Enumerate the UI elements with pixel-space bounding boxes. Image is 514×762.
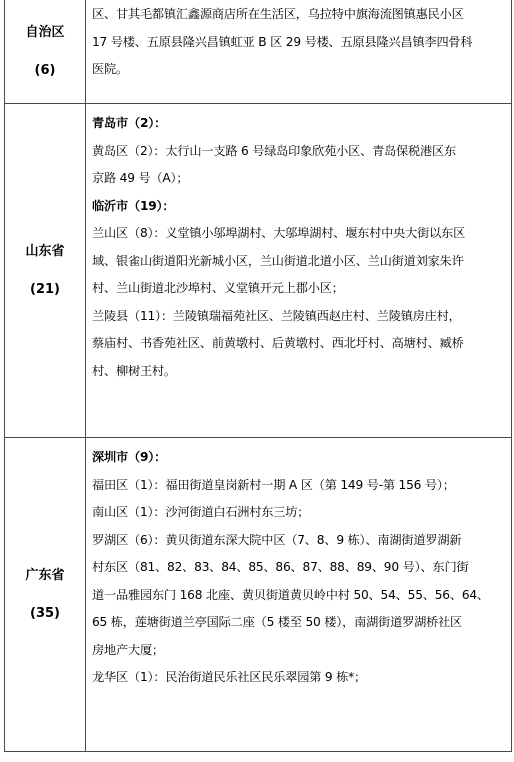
detail-line: 兰山区（8）：义堂镇小邬埠湖村、大邬埠湖村、堰东村中央大街以东区 <box>92 226 466 240</box>
detail-line: 村东区（81、82、83、84、85、86、87、88、89、90 号）、东门街 <box>92 560 469 574</box>
detail-line: 南山区（1）：沙河街道白石洲村东三坊； <box>92 505 310 519</box>
table-row <box>5 438 511 752</box>
city-heading: 临沂市（19）： <box>92 198 175 213</box>
detail-line: 黄岛区（2）：太行山一支路 6 号绿岛印象欣苑小区、青岛保税港区东 <box>92 143 456 158</box>
detail-line: 村、兰山街道北沙埠村、义堂镇开元上郡小区； <box>92 281 344 295</box>
region-cell <box>5 104 86 437</box>
table-row <box>5 104 511 438</box>
detail-line: 医院。 <box>92 62 128 76</box>
region-name: 自治区 <box>25 24 65 40</box>
region-cell <box>5 438 86 751</box>
detail-line: 域、银雀山街道阳光新城小区，兰山街道北道小区、兰山街道刘家朱许 <box>92 253 464 268</box>
detail-cell <box>86 0 511 103</box>
detail-line: 区、甘其毛都镇汇鑫源商店所在生活区，乌拉特中旗海流图镇惠民小区 <box>92 7 464 21</box>
detail-line: 蔡庙村、书香苑社区、前黄墩村、后黄墩村、西北圩村、高塘村、臧桥 <box>92 336 464 350</box>
region-cell <box>5 0 86 103</box>
detail-line: 17 号楼、五原县隆兴昌镇虹亚 B 区 29 号楼、五原县隆兴昌镇李四骨科 <box>92 34 473 49</box>
detail-cell <box>86 438 511 751</box>
detail-line: 罗湖区（6）：黄贝街道东深大院中区（7、8、9 栋）、南湖街道罗湖新 <box>92 532 462 547</box>
detail-line: 65 栋，莲塘街道兰亭国际二座（5 楼至 50 楼），南湖街道罗湖桥社区 <box>92 615 463 629</box>
detail-line: 道一品雅园东门 168 北座、黄贝街道黄贝岭中村 50、54、55、56、64、 <box>92 587 489 602</box>
detail-line: 村、柳树王村。 <box>92 363 176 378</box>
detail-line: 龙华区（1）：民治街道民乐社区民乐翠园第 9 栋*； <box>92 670 366 684</box>
detail-line: 京路 49 号（A）； <box>92 171 189 185</box>
detail-cell <box>86 104 511 437</box>
city-heading: 青岛市（2）： <box>92 116 167 130</box>
region-count: (35) <box>30 605 60 621</box>
detail-line: 房地产大厦； <box>92 642 164 657</box>
region-count: (6) <box>34 62 56 78</box>
region-name: 山东省 <box>25 243 65 259</box>
region-count: (21) <box>30 281 60 297</box>
detail-line: 兰陵县（11）：兰陵镇瑞福苑社区、兰陵镇西赵庄村、兰陵镇房庄村， <box>92 308 461 323</box>
city-heading: 深圳市（9）： <box>92 450 167 464</box>
table-row <box>5 0 511 104</box>
detail-line: 福田区（1）：福田街道皇岗新村一期 A 区（第 149 号-第 156 号）； <box>92 477 455 492</box>
region-table <box>4 0 512 752</box>
region-name: 广东省 <box>25 567 65 583</box>
